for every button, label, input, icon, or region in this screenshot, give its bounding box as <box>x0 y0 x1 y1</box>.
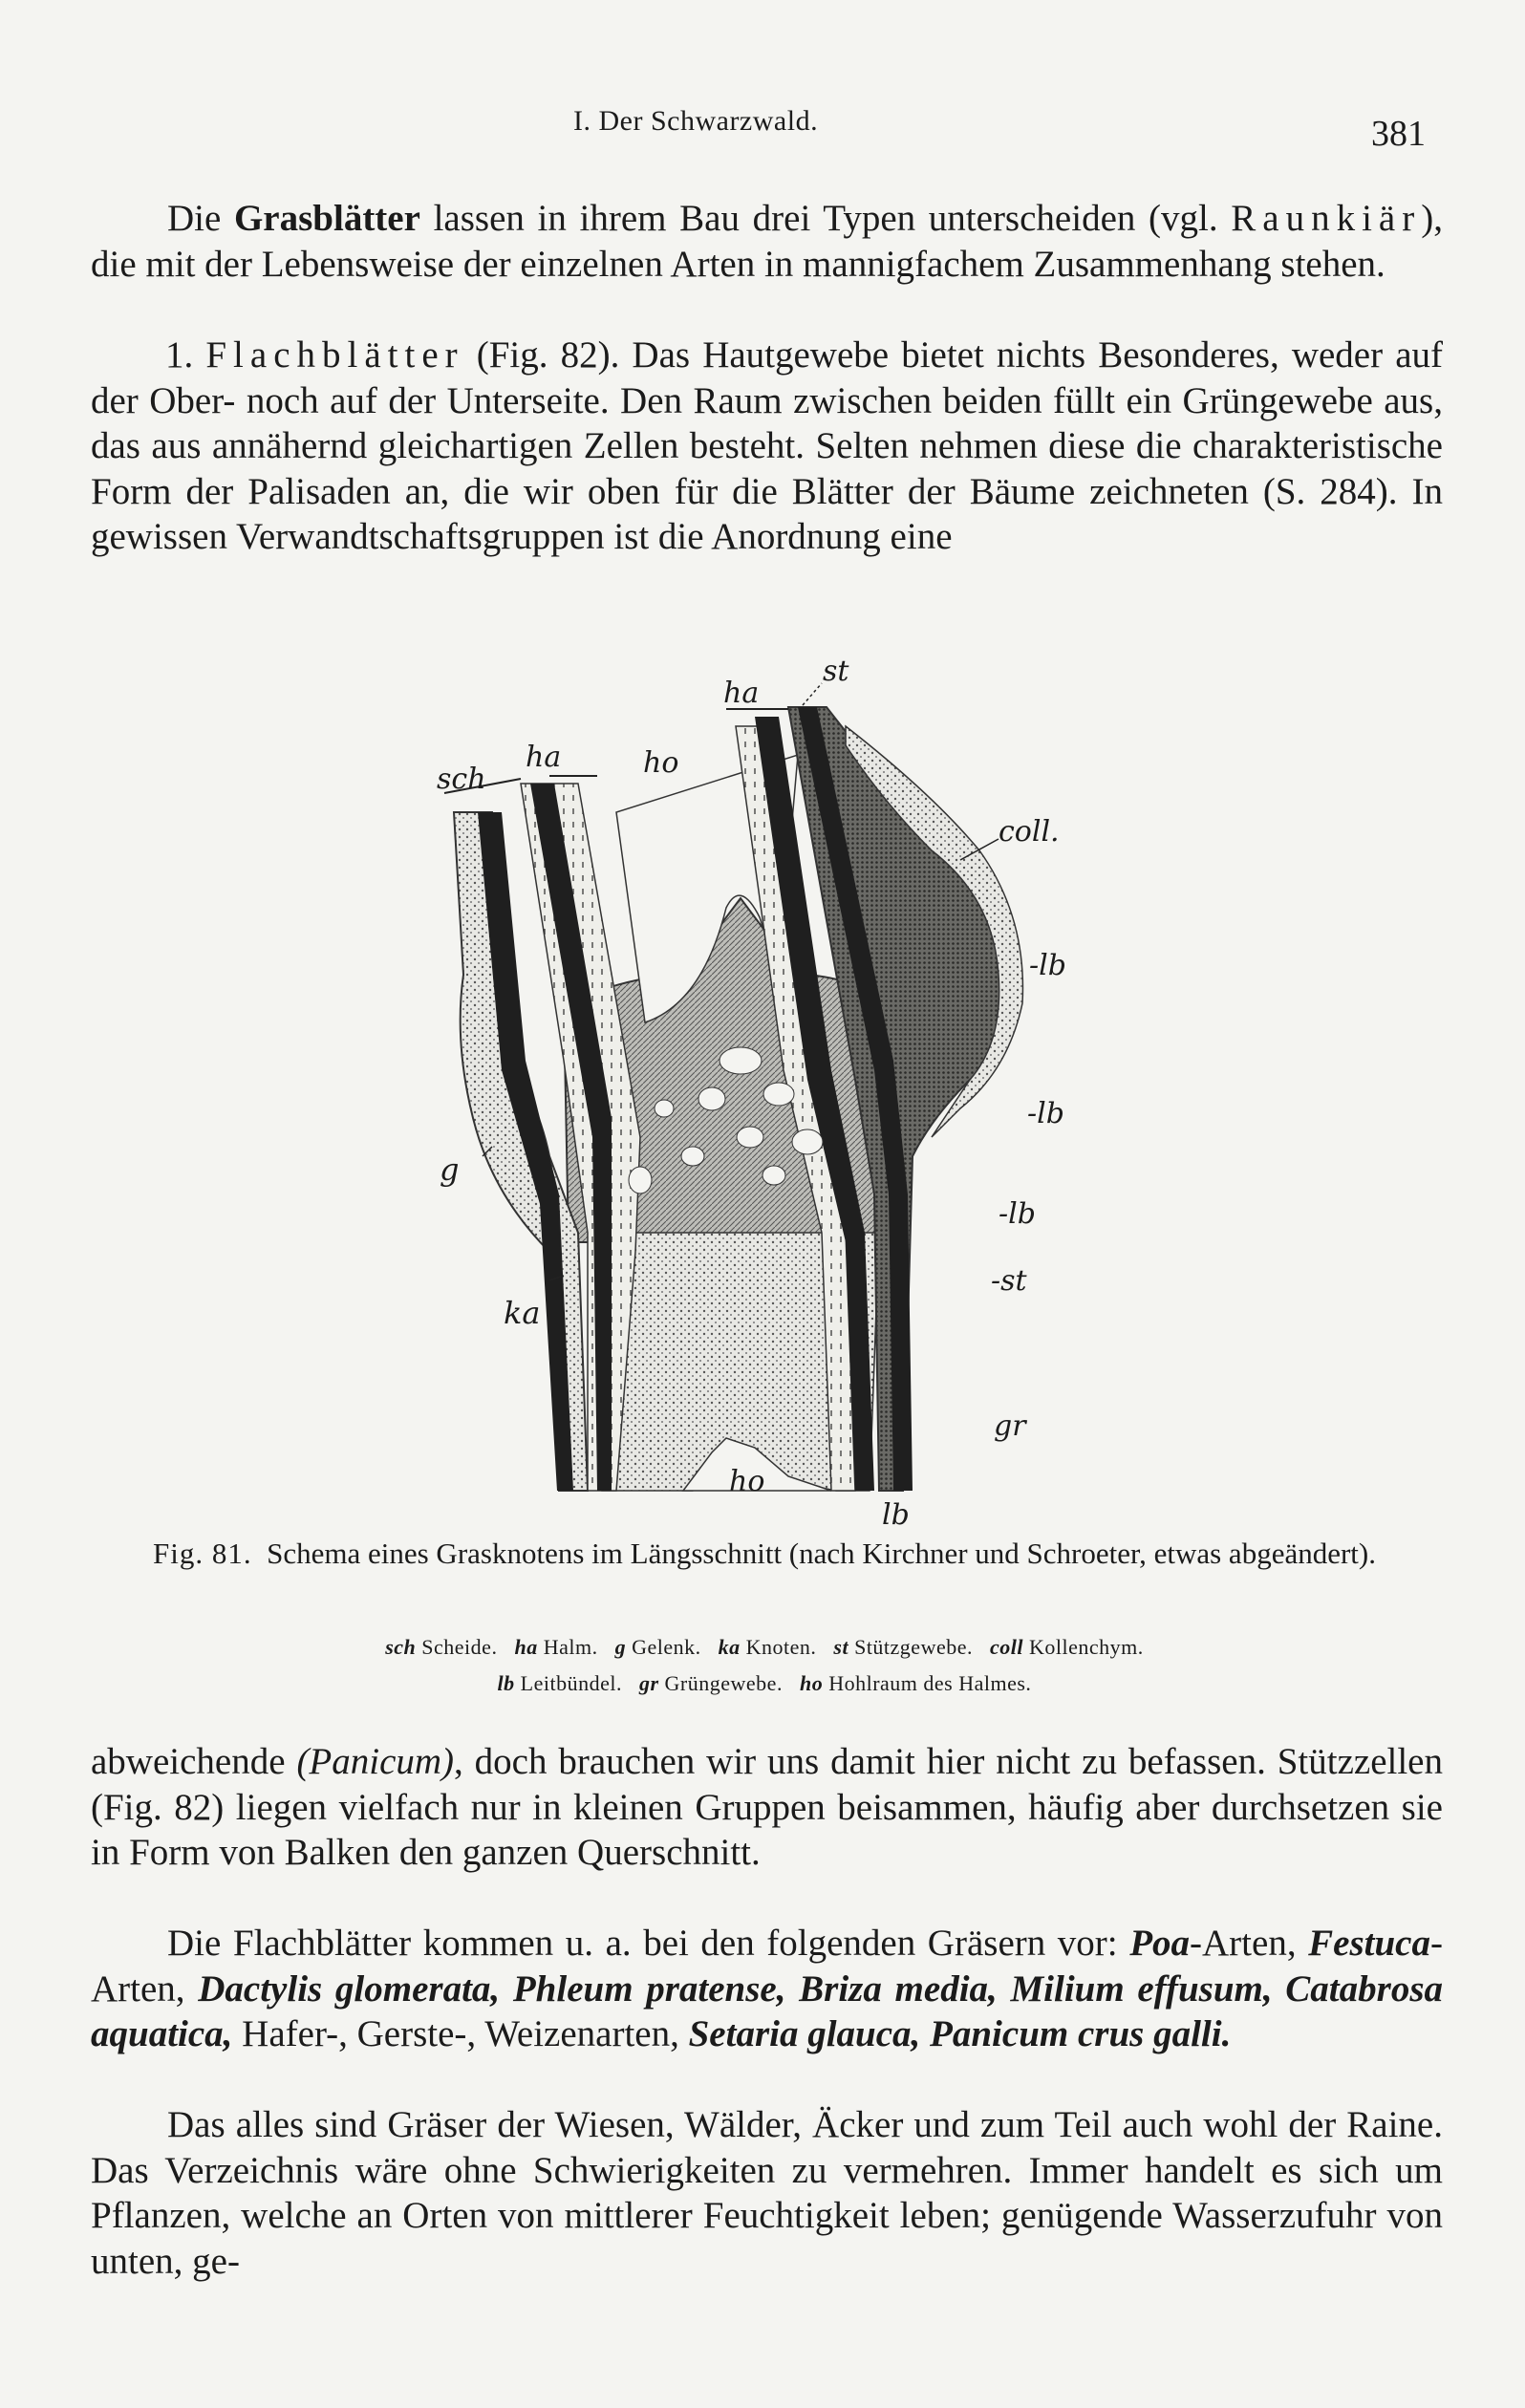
term-flachblaetter: Flachblätter <box>205 334 464 376</box>
leader-line <box>803 683 822 705</box>
label-ka: ka <box>504 1295 541 1331</box>
legend-text: Gelenk. <box>632 1635 701 1659</box>
text-run: Die Flachblätter kommen u. a. bei den folgenden Gräsern vor: <box>167 1923 1130 1964</box>
label-st-top: st <box>823 659 849 688</box>
vascular-bundle <box>655 1100 674 1117</box>
taxon-list-end: Setaria glauca, Panicum crus galli. <box>688 2013 1232 2054</box>
legend-item <box>498 1671 622 1695</box>
label-ha-left: ha <box>526 741 562 774</box>
legend-text: Kollenchym. <box>1028 1635 1144 1659</box>
vascular-bundle <box>792 1129 823 1154</box>
vascular-bundle <box>681 1147 704 1166</box>
legend-item <box>800 1671 1031 1695</box>
taxon-festuca: Festuca <box>1308 1923 1430 1964</box>
vascular-bundle <box>698 1087 725 1110</box>
paragraph-habitat <box>91 2102 1443 2284</box>
figure-caption <box>143 1534 1385 1574</box>
legend-text: Knoten. <box>745 1635 817 1659</box>
label-ha-top: ha <box>723 677 760 710</box>
paragraph-grasblaetter <box>91 196 1443 287</box>
label-ho-top: ho <box>643 746 679 780</box>
label-gr: gr <box>994 1409 1026 1443</box>
legend-item <box>639 1671 783 1695</box>
legend-item <box>385 1635 497 1659</box>
text-run: -Arten, <box>1190 1923 1309 1964</box>
text-run: Hafer-, Gerste-, Weizenarten, <box>232 2013 689 2054</box>
vascular-bundle <box>720 1047 762 1074</box>
caption-text: Schema eines Grasknotens im Längsschnitt (nach Kirchner und Schroeter, etwas abgeändert). <box>267 1537 1376 1570</box>
legend-text: Hohlraum des Halmes. <box>828 1671 1032 1695</box>
author-raunkiaer: Raunkiär <box>1231 198 1422 239</box>
legend-text: Leitbündel. <box>520 1671 622 1695</box>
taxon-panicum: (Panicum) <box>296 1741 455 1782</box>
vascular-bundle <box>763 1083 794 1106</box>
legend-abbr: coll <box>989 1635 1023 1659</box>
legend-abbr: gr <box>638 1671 659 1695</box>
figure-number: Fig. 81. <box>153 1537 252 1570</box>
legend-text: Halm. <box>543 1635 598 1659</box>
vascular-bundle <box>762 1166 785 1185</box>
legend-abbr: ha <box>514 1635 538 1659</box>
label-lb-1: -lb <box>1029 949 1066 982</box>
legend-item <box>514 1635 597 1659</box>
running-title: I. Der Schwarzwald. <box>573 105 819 137</box>
figure-legend <box>172 1629 1357 1702</box>
legend-abbr: sch <box>385 1635 417 1659</box>
vascular-bundle <box>629 1167 652 1193</box>
legend-abbr: lb <box>497 1671 515 1695</box>
legend-abbr: ho <box>799 1671 824 1695</box>
text-run: Die <box>167 198 234 239</box>
list-number: 1. <box>165 334 206 376</box>
figure-grasknoten <box>397 659 1104 1538</box>
legend-abbr: st <box>833 1635 849 1659</box>
legend-item <box>833 1635 973 1659</box>
taxon-list: Dactylis glomerata, Phleum pratense, Briza media, Milium effusum, Catabrosa aquatica, <box>91 1967 1443 2054</box>
legend-abbr: ka <box>718 1635 741 1659</box>
paragraph-panicum <box>91 1739 1443 1876</box>
page-number: 381 <box>1371 114 1426 154</box>
label-lb-2: -lb <box>1027 1097 1064 1130</box>
legend-item <box>615 1635 701 1659</box>
vascular-bundle <box>737 1127 763 1148</box>
term-grasblaetter: Grasblätter <box>233 198 420 239</box>
text-run: lassen in ihrem Bau drei Typen unterscheiden (vgl. <box>419 198 1232 239</box>
label-g: g <box>440 1151 460 1188</box>
legend-text: Scheide. <box>421 1635 498 1659</box>
label-ho-bottom: ho <box>729 1465 765 1498</box>
label-lb-3: -lb <box>999 1197 1036 1231</box>
legend-text: Grüngewebe. <box>664 1671 783 1695</box>
legend-text: Stützgewebe. <box>854 1635 973 1659</box>
legend-abbr: g <box>614 1635 627 1659</box>
taxon-poa: Poa <box>1129 1923 1191 1964</box>
paragraph-species-list <box>91 1921 1443 2057</box>
text-run: Das alles sind Gräser der Wiesen, Wälder, Äcker und zum Teil auch wohl der Raine. Das Verzeichnis wäre ohne Schwierigkeiten zu vermehren. Immer handelt es sich um Pflanzen, welche an Orten von mittlerer Feuchtigkeit leben; genügende Wasserzufuhr von unten, ge- <box>91 2104 1443 2282</box>
paragraph-flachblaetter <box>91 333 1443 560</box>
label-sch: sch <box>437 763 486 796</box>
text-run: abweichende <box>91 1741 297 1782</box>
label-lb-bottom: lb <box>882 1498 910 1532</box>
text-run: -Arten, <box>91 1923 1443 2010</box>
legend-item <box>990 1635 1144 1659</box>
text-run: ), die mit der Lebensweise der einzelnen Arten in mannigfachem Zusammenhang stehen. <box>91 198 1443 285</box>
label-coll: coll. <box>999 815 1060 849</box>
grass-node-diagram <box>397 659 1104 1538</box>
text-run: (Fig. 82). Das Hautgewebe bietet nichts Besonderes, weder auf der Ober- noch auf der Unterseite. Den Raum zwischen beiden füllt ein Grüngewebe aus, das aus annähernd gleichartigen Zellen besteht. Selten nehmen diese die charakteristische Form der Palisaden an, die wir oben für die Blätter der Bäume zeichneten (S. 284). In gewissen Verwandtschaftsgruppen ist die Anordnung eine <box>91 334 1443 557</box>
label-st-right: -st <box>991 1264 1027 1298</box>
text-run: , doch brauchen wir uns damit hier nicht zu befassen. Stützzellen (Fig. 82) liegen vielfach nur in kleinen Gruppen beisammen, häufig aber durchsetzen sie in Form von Balken den ganzen Querschnitt. <box>91 1741 1443 1873</box>
legend-item <box>719 1635 817 1659</box>
